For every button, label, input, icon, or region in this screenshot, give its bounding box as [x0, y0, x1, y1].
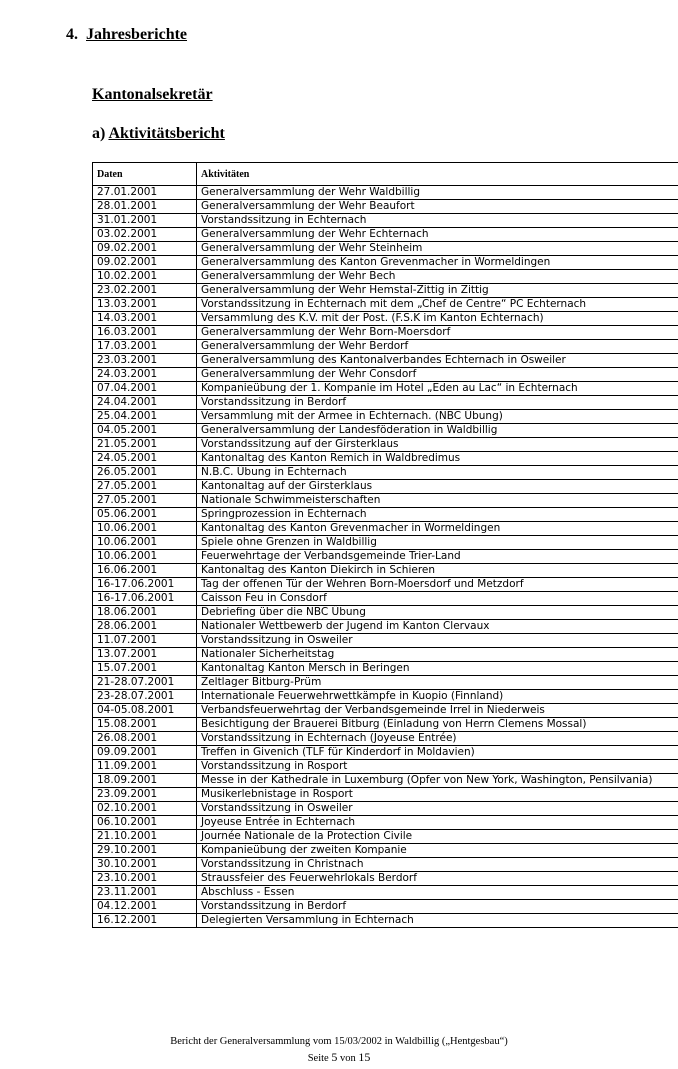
footer-page-total: 15 — [358, 1050, 371, 1064]
date-cell: 21.05.2001 — [93, 438, 197, 452]
table-row — [93, 480, 678, 494]
footer-page-current: 5 — [331, 1050, 338, 1064]
activity-cell: Generalversammlung der Wehr Hemstal-Zittig in Zittig — [197, 284, 678, 298]
activity-cell: Vorstandssitzung in Osweiler — [197, 634, 678, 648]
activity-cell: Kompanieübung der zweiten Kompanie — [197, 844, 678, 858]
date-cell: 24.03.2001 — [93, 368, 197, 382]
date-cell: 10.02.2001 — [93, 270, 197, 284]
activity-cell: Zeltlager Bitburg-Prüm — [197, 676, 678, 690]
table-row — [93, 648, 678, 662]
date-cell: 10.06.2001 — [93, 536, 197, 550]
activity-cell: Generalversammlung der Wehr Steinheim — [197, 242, 678, 256]
date-cell: 18.06.2001 — [93, 606, 197, 620]
date-cell: 21.10.2001 — [93, 830, 197, 844]
table-row — [93, 816, 678, 830]
date-cell: 23.09.2001 — [93, 788, 197, 802]
subsubsection-prefix: a) — [92, 125, 106, 142]
table-row — [93, 228, 678, 242]
table-row — [93, 760, 678, 774]
table-row — [93, 508, 678, 522]
activity-cell: Vorstandssitzung in Osweiler — [197, 802, 678, 816]
table-row — [93, 844, 678, 858]
subsubsection-label: Aktivitätsbericht — [108, 125, 225, 142]
date-cell: 16.12.2001 — [93, 914, 197, 928]
date-cell: 27.05.2001 — [93, 494, 197, 508]
activity-cell: Nationale Schwimmeisterschaften — [197, 494, 678, 508]
date-cell: 16.06.2001 — [93, 564, 197, 578]
table-row — [93, 578, 678, 592]
table-row — [93, 732, 678, 746]
table-row — [93, 368, 678, 382]
activity-cell: Besichtigung der Brauerei Bitburg (Einladung von Herrn Clemens Mossal) — [197, 718, 678, 732]
date-cell: 26.08.2001 — [93, 732, 197, 746]
activity-cell: Kantonaltag des Kanton Diekirch in Schieren — [197, 564, 678, 578]
activity-cell: Generalversammlung der Wehr Consdorf — [197, 368, 678, 382]
date-cell: 27.01.2001 — [93, 186, 197, 200]
table-row — [93, 690, 678, 704]
activity-cell: N.B.C. Übung in Echternach — [197, 466, 678, 480]
table-row — [93, 298, 678, 312]
activity-cell: Generalversammlung der Wehr Born-Moersdorf — [197, 326, 678, 340]
date-cell: 23.02.2001 — [93, 284, 197, 298]
activity-cell: Debriefing über die NBC Übung — [197, 606, 678, 620]
table-row — [93, 424, 678, 438]
date-cell: 10.06.2001 — [93, 550, 197, 564]
activity-cell: Tag der offenen Tür der Wehren Born-Moersdorf und Metzdorf — [197, 578, 678, 592]
activity-cell: Generalversammlung des Kanton Grevenmacher in Wormeldingen — [197, 256, 678, 270]
table-row — [93, 634, 678, 648]
date-cell: 16-17.06.2001 — [93, 592, 197, 606]
activity-cell: Kompanieübung der 1. Kompanie im Hotel „Eden au Lac“ in Echternach — [197, 382, 678, 396]
activity-cell: Kantonaltag Kanton Mersch in Beringen — [197, 662, 678, 676]
date-cell: 16-17.06.2001 — [93, 578, 197, 592]
date-cell: 13.07.2001 — [93, 648, 197, 662]
table-row — [93, 214, 678, 228]
table-row — [93, 270, 678, 284]
activity-cell: Generalversammlung der Wehr Beaufort — [197, 200, 678, 214]
date-cell: 24.04.2001 — [93, 396, 197, 410]
date-cell: 16.03.2001 — [93, 326, 197, 340]
date-cell: 28.01.2001 — [93, 200, 197, 214]
activity-cell: Generalversammlung der Wehr Bech — [197, 270, 678, 284]
table-row — [93, 466, 678, 480]
activity-cell: Internationale Feuerwehrwettkämpfe in Kuopio (Finnland) — [197, 690, 678, 704]
date-cell: 29.10.2001 — [93, 844, 197, 858]
date-cell: 13.03.2001 — [93, 298, 197, 312]
table-row — [93, 312, 678, 326]
date-cell: 17.03.2001 — [93, 340, 197, 354]
activity-cell: Kantonaltag des Kanton Remich in Waldbredimus — [197, 452, 678, 466]
table-row — [93, 522, 678, 536]
activity-cell: Messe in der Kathedrale in Luxemburg (Opfer von New York, Washington, Pensilvania) — [197, 774, 678, 788]
activity-cell: Verbandsfeuerwehrtag der Verbandsgemeinde Irrel in Niederweis — [197, 704, 678, 718]
table-row — [93, 550, 678, 564]
date-cell: 26.05.2001 — [93, 466, 197, 480]
section-number: 4. — [66, 26, 78, 43]
table-row — [93, 746, 678, 760]
date-cell: 30.10.2001 — [93, 858, 197, 872]
activity-cell: Feuerwehrtage der Verbandsgemeinde Trier-Land — [197, 550, 678, 564]
activity-cell: Kantonaltag auf der Girsterklaus — [197, 480, 678, 494]
activity-cell: Vorstandssitzung in Echternach — [197, 214, 678, 228]
activity-cell: Joyeuse Entrée in Echternach — [197, 816, 678, 830]
activity-cell: Versammlung mit der Armee in Echternach. (NBC Übung) — [197, 410, 678, 424]
date-cell: 25.04.2001 — [93, 410, 197, 424]
date-cell: 04.05.2001 — [93, 424, 197, 438]
footer-page-number — [0, 1050, 678, 1065]
table-row — [93, 592, 678, 606]
header-date: Daten — [93, 163, 197, 186]
table-row — [93, 914, 678, 928]
activity-cell: Vorstandssitzung in Berdorf — [197, 900, 678, 914]
date-cell: 31.01.2001 — [93, 214, 197, 228]
activity-cell: Vorstandssitzung in Echternach mit dem „Chef de Centre“ PC Echternach — [197, 298, 678, 312]
date-cell: 07.04.2001 — [93, 382, 197, 396]
table-row — [93, 620, 678, 634]
table-row — [93, 326, 678, 340]
activity-cell: Vorstandssitzung auf der Girsterklaus — [197, 438, 678, 452]
table-row — [93, 284, 678, 298]
activity-table-body — [93, 186, 678, 928]
table-row — [93, 382, 678, 396]
table-row — [93, 396, 678, 410]
date-cell: 21-28.07.2001 — [93, 676, 197, 690]
date-cell: 06.10.2001 — [93, 816, 197, 830]
footer-page-label: Seite — [307, 1053, 329, 1064]
table-row — [93, 830, 678, 844]
header-activity: Aktivitäten — [197, 163, 678, 186]
date-cell: 28.06.2001 — [93, 620, 197, 634]
section-title: Jahresberichte — [86, 26, 188, 43]
date-cell: 10.06.2001 — [93, 522, 197, 536]
table-row — [93, 494, 678, 508]
date-cell: 23.10.2001 — [93, 872, 197, 886]
table-row — [93, 676, 678, 690]
date-cell: 04-05.08.2001 — [93, 704, 197, 718]
activity-cell: Generalversammlung des Kantonalverbandes Echternach in Osweiler — [197, 354, 678, 368]
activity-cell: Spiele ohne Grenzen in Waldbillig — [197, 536, 678, 550]
date-cell: 23.03.2001 — [93, 354, 197, 368]
activity-cell: Versammlung des K.V. mit der Post. (F.S.K im Kanton Echternach) — [197, 312, 678, 326]
date-cell: 18.09.2001 — [93, 774, 197, 788]
activity-cell: Nationaler Wettbewerb der Jugend im Kanton Clervaux — [197, 620, 678, 634]
date-cell: 09.02.2001 — [93, 242, 197, 256]
date-cell: 23-28.07.2001 — [93, 690, 197, 704]
activity-cell: Caisson Feu in Consdorf — [197, 592, 678, 606]
table-row — [93, 438, 678, 452]
table-row — [93, 242, 678, 256]
date-cell: 23.11.2001 — [93, 886, 197, 900]
activity-cell: Generalversammlung der Wehr Waldbillig — [197, 186, 678, 200]
activity-cell: Kantonaltag des Kanton Grevenmacher in Wormeldingen — [197, 522, 678, 536]
footer-report-line: Bericht der Generalversammlung vom 15/03/2002 in Waldbillig („Hentgesbau“) — [170, 1036, 508, 1047]
activity-cell: Musikerlebnistage in Rosport — [197, 788, 678, 802]
activity-cell: Vorstandssitzung in Berdorf — [197, 396, 678, 410]
table-row — [93, 718, 678, 732]
date-cell: 09.09.2001 — [93, 746, 197, 760]
activity-cell: Nationaler Sicherheitstag — [197, 648, 678, 662]
table-row — [93, 340, 678, 354]
table-row — [93, 872, 678, 886]
date-cell: 15.08.2001 — [93, 718, 197, 732]
table-row — [93, 200, 678, 214]
date-cell: 03.02.2001 — [93, 228, 197, 242]
activity-cell: Springprozession in Echternach — [197, 508, 678, 522]
table-row — [93, 858, 678, 872]
table-row — [93, 774, 678, 788]
date-cell: 11.07.2001 — [93, 634, 197, 648]
table-row — [93, 802, 678, 816]
table-row — [93, 606, 678, 620]
table-row — [93, 788, 678, 802]
activity-table — [92, 162, 678, 928]
activity-cell: Generalversammlung der Landesföderation in Waldbillig — [197, 424, 678, 438]
date-cell: 09.02.2001 — [93, 256, 197, 270]
activity-cell: Generalversammlung der Wehr Echternach — [197, 228, 678, 242]
subsection-heading: Kantonalsekretär — [92, 86, 213, 103]
footer-page-of: von — [339, 1053, 356, 1064]
activity-cell: Journée Nationale de la Protection Civile — [197, 830, 678, 844]
table-header-row — [93, 163, 678, 186]
table-row — [93, 452, 678, 466]
date-cell: 15.07.2001 — [93, 662, 197, 676]
activity-cell: Abschluss - Essen — [197, 886, 678, 900]
date-cell: 02.10.2001 — [93, 802, 197, 816]
activity-cell: Treffen in Givenich (TLF für Kinderdorf in Moldavien) — [197, 746, 678, 760]
section-heading — [66, 26, 187, 44]
table-row — [93, 186, 678, 200]
date-cell: 14.03.2001 — [93, 312, 197, 326]
table-row — [93, 410, 678, 424]
table-row — [93, 564, 678, 578]
subsubsection-heading — [92, 125, 225, 143]
table-row — [93, 886, 678, 900]
activity-cell: Vorstandssitzung in Rosport — [197, 760, 678, 774]
activity-cell: Generalversammlung der Wehr Berdorf — [197, 340, 678, 354]
activity-cell: Vorstandssitzung in Christnach — [197, 858, 678, 872]
activity-cell: Straussfeier des Feuerwehrlokals Berdorf — [197, 872, 678, 886]
table-row — [93, 662, 678, 676]
table-row — [93, 704, 678, 718]
activity-cell: Delegierten Versammlung in Echternach — [197, 914, 678, 928]
activity-cell: Vorstandssitzung in Echternach (Joyeuse Entrée) — [197, 732, 678, 746]
table-row — [93, 354, 678, 368]
table-row — [93, 536, 678, 550]
date-cell: 27.05.2001 — [93, 480, 197, 494]
date-cell: 04.12.2001 — [93, 900, 197, 914]
date-cell: 05.06.2001 — [93, 508, 197, 522]
date-cell: 11.09.2001 — [93, 760, 197, 774]
table-row — [93, 256, 678, 270]
table-row — [93, 900, 678, 914]
date-cell: 24.05.2001 — [93, 452, 197, 466]
